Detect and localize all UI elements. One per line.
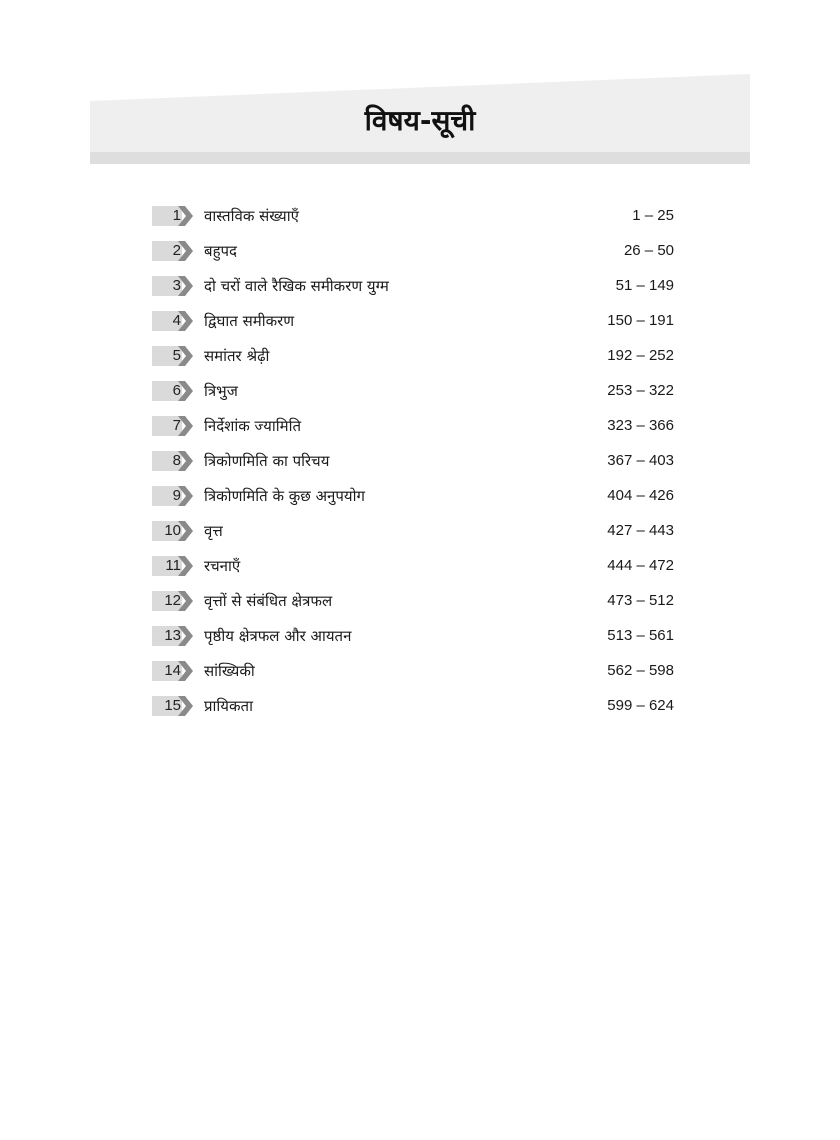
toc-row[interactable]	[152, 373, 674, 408]
chapter-page-range: 1 – 25	[632, 207, 674, 224]
toc-row[interactable]	[152, 443, 674, 478]
chapter-chevron-badge	[152, 554, 194, 578]
chapter-chevron-badge	[152, 309, 194, 333]
chapter-page-range: 513 – 561	[607, 627, 674, 644]
chapter-number: 2	[172, 241, 181, 259]
chapter-page-range: 26 – 50	[623, 242, 674, 259]
chapter-page-range: 192 – 252	[607, 347, 674, 364]
toc-row[interactable]	[152, 513, 674, 548]
chapter-page-range: 253 – 322	[607, 382, 674, 399]
chapter-title: बहुपद	[204, 241, 238, 260]
chapter-page-range: 444 – 472	[607, 557, 674, 574]
toc-row[interactable]	[152, 478, 674, 513]
chapter-chevron-badge	[152, 519, 194, 543]
chapter-page-range: 367 – 403	[607, 452, 674, 469]
chapter-page-range: 427 – 443	[607, 522, 674, 539]
chapter-title: वास्तविक संख्याएँ	[204, 206, 299, 225]
chapter-title: त्रिकोणमिति के कुछ अनुपयोग	[204, 486, 365, 505]
chapter-chevron-badge	[152, 274, 194, 298]
chapter-number: 10	[164, 521, 181, 539]
toc-row[interactable]	[152, 233, 674, 268]
toc-row[interactable]	[152, 198, 674, 233]
chapter-title: समांतर श्रेढ़ी	[204, 346, 270, 365]
chapter-page-range: 473 – 512	[607, 592, 674, 609]
chapter-chevron-badge	[152, 239, 194, 263]
chapter-chevron-badge	[152, 659, 194, 683]
chapter-title: सांख्यिकी	[204, 661, 255, 680]
chapter-page-range: 51 – 149	[615, 277, 674, 294]
chapter-number: 9	[172, 486, 181, 504]
chapter-chevron-badge	[152, 204, 194, 228]
chapter-number: 14	[164, 661, 181, 679]
toc-row[interactable]	[152, 583, 674, 618]
chapter-title: दो चरों वाले रैखिक समीकरण युग्म	[204, 276, 389, 295]
chapter-chevron-badge	[152, 624, 194, 648]
toc-row[interactable]	[152, 338, 674, 373]
chapter-number: 1	[172, 206, 181, 224]
chapter-page-range: 150 – 191	[607, 312, 674, 329]
toc-row[interactable]	[152, 408, 674, 443]
chapter-chevron-badge	[152, 414, 194, 438]
toc-row[interactable]	[152, 548, 674, 583]
chapter-number: 5	[172, 346, 181, 364]
chapter-title: त्रिभुज	[204, 381, 238, 400]
chapter-title: प्रायिकता	[204, 696, 253, 715]
chapter-title: निर्देशांक ज्यामिति	[204, 416, 302, 435]
chapter-number: 3	[172, 276, 181, 294]
toc-row[interactable]	[152, 653, 674, 688]
chapter-chevron-badge	[152, 344, 194, 368]
chapter-number: 6	[172, 381, 181, 399]
toc-row[interactable]	[152, 268, 674, 303]
chapter-title: रचनाएँ	[204, 556, 241, 575]
chapter-title: त्रिकोणमिति का परिचय	[204, 451, 330, 470]
chapter-title: द्विघात समीकरण	[204, 311, 295, 330]
toc-row[interactable]	[152, 303, 674, 338]
chapter-number: 7	[172, 416, 181, 434]
chapter-page-range: 404 – 426	[607, 487, 674, 504]
chapter-number: 8	[172, 451, 181, 469]
chapter-page-range: 599 – 624	[607, 697, 674, 714]
chapter-number: 12	[164, 591, 181, 609]
chapter-number: 11	[165, 556, 181, 574]
chapter-chevron-badge	[152, 694, 194, 718]
chapter-page-range: 323 – 366	[607, 417, 674, 434]
chapter-title: पृष्ठीय क्षेत्रफल और आयतन	[204, 626, 352, 645]
toc-row[interactable]	[152, 688, 674, 723]
chapter-title: वृत्तों से संबंधित क्षेत्रफल	[204, 591, 333, 610]
chapter-number: 15	[164, 696, 181, 714]
page-title: विषय-सूची	[364, 104, 476, 137]
chapter-number: 4	[172, 311, 181, 329]
chapter-page-range: 562 – 598	[607, 662, 674, 679]
chapter-title: वृत्त	[204, 521, 223, 540]
chapter-number: 13	[164, 626, 181, 644]
chapter-chevron-badge	[152, 449, 194, 473]
chapter-chevron-badge	[152, 484, 194, 508]
table-of-contents	[152, 198, 674, 723]
chapter-chevron-badge	[152, 379, 194, 403]
chapter-chevron-badge	[152, 589, 194, 613]
toc-row[interactable]	[152, 618, 674, 653]
